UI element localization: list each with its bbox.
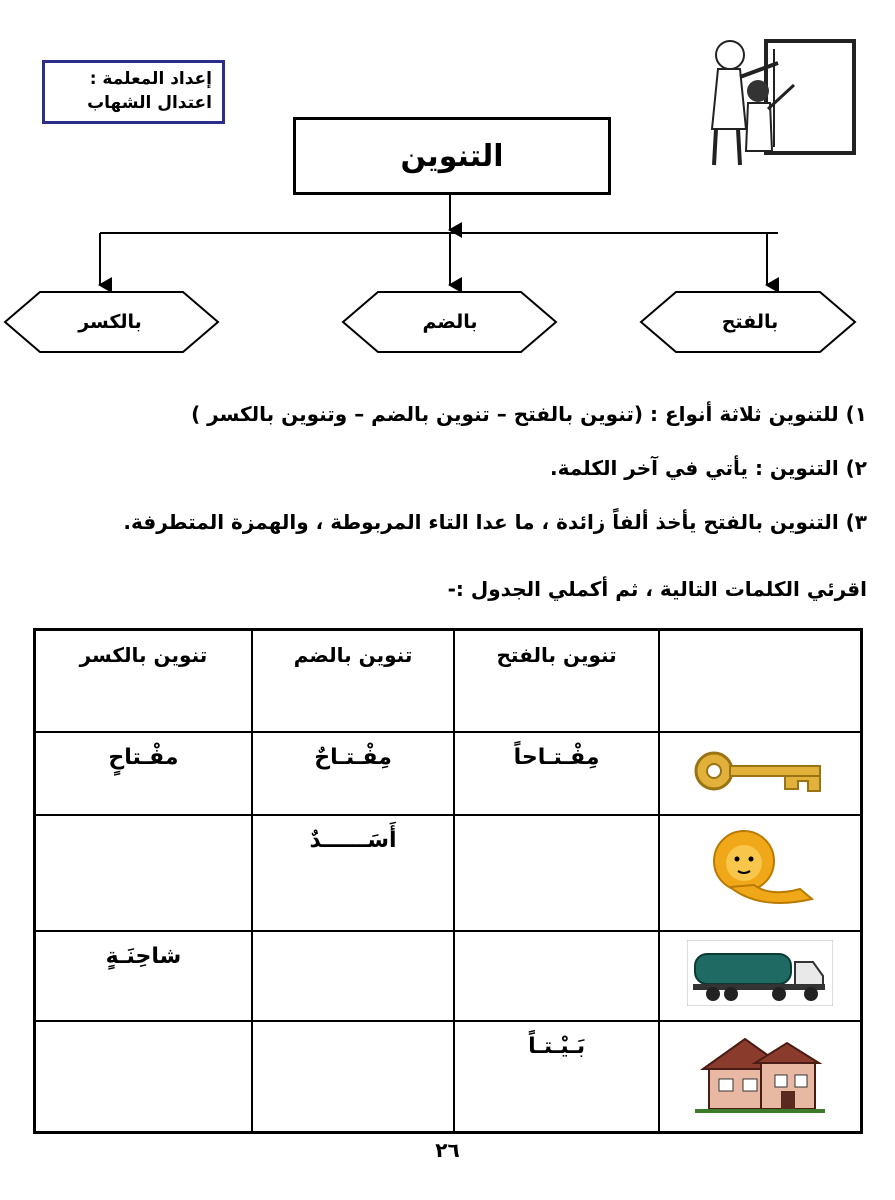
branch-kasr-label: بالكسر [78,311,142,333]
table-row [35,815,862,930]
row-image [659,815,862,930]
row-damm [252,1021,454,1132]
key-icon [690,741,830,801]
row-damm: أَسَــــــدٌ [252,815,454,930]
table-row [35,1021,862,1132]
rule-3: ٣) التنوين بالفتح يأخذ ألفاً زائدة ، ما عدا التاء المربوطة ، والهمزة المتطرفة. [123,510,867,534]
author-name: اعتدال الشهاب [87,93,212,113]
row-damm [252,931,454,1022]
header-image [659,630,862,733]
row-damm: مِفْـتـاحٌ [252,732,454,815]
truck-icon [687,940,833,1006]
row-kasr: مفْـتاحٍ [35,732,252,815]
header-kasr: تنوين بالكسر [35,630,252,733]
row-image [659,1021,862,1132]
house-icon [695,1033,825,1115]
rule-2: ٢) التنوين : يأتي في آخر الكلمة. [550,456,867,480]
row-image [659,931,862,1022]
row-fath [454,931,659,1022]
table-row [35,732,862,815]
header-damm: تنوين بالضم [252,630,454,733]
page-number: ٢٦ [435,1138,460,1162]
tanween-table [33,628,863,1134]
row-kasr [35,815,252,930]
table-row [35,931,862,1022]
author-label: إعداد المعلمة : [89,69,212,89]
branch-damm-label: بالضم [422,311,478,333]
branch-fath-label: بالفتح [721,311,779,333]
rule-1: ١) للتنوين ثلاثة أنواع : (تنوين بالفتح – تنوين بالضم – وتنوين بالكسر ) [191,402,867,426]
row-kasr: شاحِنَـةٍ [35,931,252,1022]
exercise-instruction: اقرئي الكلمات التالية ، ثم أكملي الجدول :- [447,577,867,601]
row-kasr [35,1021,252,1132]
row-fath: مِفْـتـاحاً [454,732,659,815]
page-title: التنوين [293,117,611,195]
table-header-row [35,630,862,733]
row-fath: بَـيْـتـاً [454,1021,659,1132]
row-image [659,732,862,815]
row-fath [454,815,659,930]
header-fath: تنوين بالفتح [454,630,659,733]
branch-connectors [0,0,895,360]
lion-icon [700,827,820,913]
